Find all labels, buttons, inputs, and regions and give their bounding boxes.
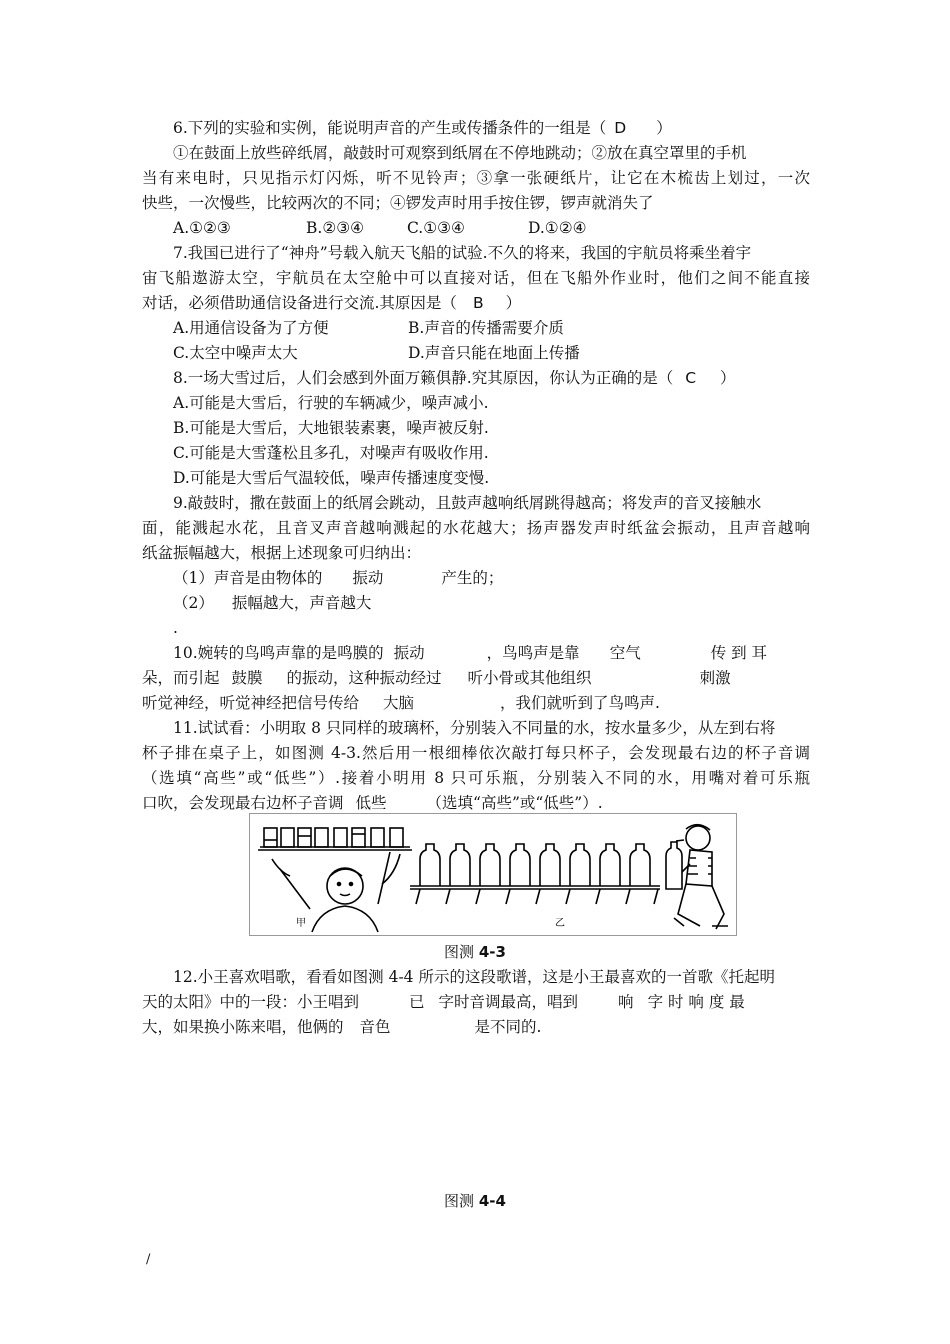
- q6-option-c: C.①③④: [407, 219, 465, 237]
- q7-line3: 对话，必须借助通信设备进行交流.其原因是（ B ）: [142, 294, 522, 312]
- q9-answer-1: （1）声音是由物体的 振动 产生的；: [173, 569, 504, 587]
- q10-answer-2: 空气: [609, 644, 641, 662]
- figure-4-3: [249, 813, 737, 936]
- q10-line2: 朵，而引起 鼓膜 的振动，这种振动经过 听小骨或其他组织 刺激: [142, 669, 731, 687]
- figure-4-3-illustration: [250, 814, 736, 935]
- q6-line3: 快些，一次慢些，比较两次的不同；④锣发声时用手按住锣，锣声就消失了: [142, 194, 654, 212]
- q8-option-d: D.可能是大雪后气温较低，噪声传播速度变慢.: [173, 469, 490, 487]
- footer-slash: /: [146, 1252, 151, 1267]
- q8-stem: 8.一场大雪过后，人们会感到外面万籁俱静.究其原因，你认为正确的是（ C ）: [173, 369, 736, 387]
- q10-answer-4: 大脑: [383, 694, 415, 712]
- q6-option-b: B.②③④: [306, 219, 365, 237]
- q7-option-d: D.声音只能在地面上传播: [408, 344, 580, 362]
- q8-option-a: A.可能是大雪后，行驶的车辆减少，噪声减小.: [173, 394, 489, 412]
- figure-label-right: 乙: [555, 918, 565, 929]
- q8-option-c: C.可能是大雪蓬松且多孔，对噪声有吸收作用.: [173, 444, 489, 462]
- q11-line1: 11.试试看：小明取 8 只同样的玻璃杯，分别装入不同量的水，按水量多少，从左到右将: [173, 719, 776, 737]
- q6-answer: D: [614, 119, 627, 137]
- q10-answer-3: 鼓膜: [231, 669, 263, 687]
- q9-answer-2-value: 振幅越大，声音越大: [231, 594, 372, 612]
- q12-answer-1: 已: [409, 993, 425, 1011]
- figure-4-4-caption: 图测 4-4: [444, 1192, 506, 1210]
- q7-answer: B: [472, 294, 484, 312]
- q9-answer-2: （2） 振幅越大，声音越大: [173, 594, 372, 612]
- q7-line2: 宙飞船遨游太空，宇航员在太空舱中可以直接对话，但在飞船外作业时，他们之间不能直接: [142, 269, 810, 287]
- q12-line3: 大，如果换小陈来唱，他俩的 音色 是不同的.: [142, 1018, 542, 1036]
- q6-option-a: A.①②③: [173, 219, 231, 237]
- q7-line1: 7.我国已进行了“神舟”号载入航天飞船的试验.不久的将来，我国的宇航员将乘坐着宇: [173, 244, 752, 262]
- q11-answer: 低些: [355, 794, 387, 812]
- q10-answer-1: 振动: [393, 644, 425, 662]
- q9-line3: 纸盆振幅越大，根据上述现象可归纳出：: [142, 544, 422, 562]
- q7-option-a: A.用通信设备为了方便: [173, 319, 329, 337]
- q12-line1: 12.小王喜欢唱歌，看看如图测 4-4 所示的这段歌谱，这是小王最喜欢的一首歌《托起明: [173, 968, 775, 986]
- q12-answer-2: 响: [618, 993, 634, 1011]
- q8-option-b: B.可能是大雪后，大地银装素裹，噪声被反射.: [173, 419, 489, 437]
- q6-stem: 6.下列的实验和实例，能说明声音的产生或传播条件的一组是（ D ）: [173, 119, 672, 137]
- q10-line1: 10.婉转的鸟鸣声靠的是鸣膜的 振动 ，鸟鸣声是靠 空气 传 到 耳: [173, 644, 768, 662]
- q9-line1: 9.敲鼓时，撒在鼓面上的纸屑会跳动，且鼓声越响纸屑跳得越高；将发声的音叉接触水: [173, 494, 762, 512]
- q12-answer-3: 音色: [359, 1018, 391, 1036]
- q12-line2: 天的太阳》中的一段：小王唱到 已 字时音调最高，唱到 响 字 时 响 度 最: [142, 993, 745, 1011]
- q11-line3: （选填“高些”或“低些”）.接着小明用 8 只可乐瓶，分别装入不同的水，用嘴对着可乐瓶: [142, 769, 810, 787]
- q7-option-b: B.声音的传播需要介质: [408, 319, 564, 337]
- figure-label-left: 甲: [296, 918, 306, 929]
- q11-line2: 杯子排在桌子上，如图测 4-3.然后用一根细棒依次敲打每只杯子，会发现最右边的杯子音调: [142, 744, 810, 762]
- q9-dot: .: [173, 619, 178, 637]
- q9-line2: 面，能溅起水花，且音叉声音越响溅起的水花越大；扬声器发声时纸盆会振动，且声音越响: [142, 519, 810, 537]
- q6-line1: ①在鼓面上放些碎纸屑，敲鼓时可观察到纸屑在不停地跳动；②放在真空罩里的手机: [173, 144, 747, 162]
- figure-4-3-caption: 图测 4-3: [444, 943, 506, 961]
- q6-option-d: D.①②④: [528, 219, 587, 237]
- q7-option-c: C.太空中噪声太大: [173, 344, 298, 362]
- q6-line2: 当有来电时，只见指示灯闪烁，听不见铃声；③拿一张硬纸片，让它在木梳齿上划过，一次: [142, 169, 810, 187]
- q9-answer-1-value: 振动: [352, 569, 384, 587]
- q11-line4: 口吹，会发现最右边杯子音调 低些 （选填“高些”或“低些”）.: [142, 794, 603, 812]
- q8-answer: C: [685, 369, 697, 387]
- q10-line3: 听觉神经，听觉神经把信号传给 大脑 ，我们就听到了鸟鸣声.: [142, 694, 660, 712]
